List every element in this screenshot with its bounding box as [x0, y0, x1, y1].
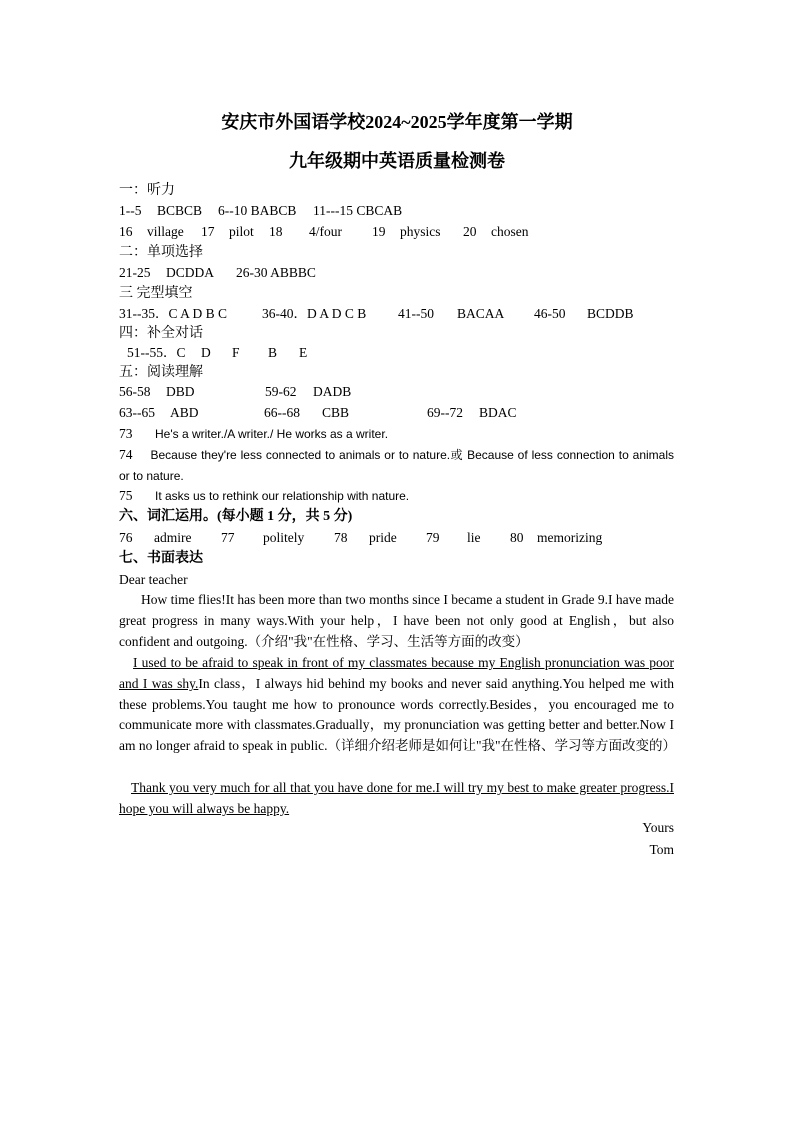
- answer-value: DCDDA: [166, 265, 215, 280]
- letter-salutation: Dear teacher: [119, 572, 188, 587]
- letter-paragraph-3: [119, 778, 674, 820]
- letter-closing: Yours: [642, 820, 674, 835]
- section-listening-heading: 一：听力: [119, 183, 175, 198]
- answer-range: 59-62: [265, 384, 297, 399]
- cloze-row-1: [119, 304, 679, 324]
- answer-value: DBD: [166, 384, 195, 399]
- answer-value: physics: [400, 224, 441, 239]
- question-number: 73: [119, 426, 133, 441]
- question-number: 80: [510, 530, 524, 545]
- answer-value: 51--55．C: [127, 345, 186, 360]
- letter-paragraph-1: How time flies!It has been more than two months since I became a student in Grade 9.I have made great progress in many ways.With your help，I have been not only good at English，but also confident and outgoing.（介绍"我"在性格、学习、生活等方面的改变）: [119, 592, 674, 649]
- answer-value: F: [232, 345, 240, 360]
- listening-row-2: [119, 222, 679, 242]
- vocab-row-1: [119, 528, 679, 548]
- listening-row-1: [119, 201, 679, 221]
- answer-range: 46-50: [534, 306, 566, 321]
- underlined-sentence: Thank you very much for all that you have done for me.I will try my best to make greater progress.I hope you will always be happy.: [119, 780, 674, 816]
- reading-row-2: [119, 403, 679, 423]
- answer-range: 21-25: [119, 265, 151, 280]
- section-writing-heading: 七、书面表达: [119, 551, 203, 566]
- reading-row-1: [119, 382, 679, 402]
- answer-value: lie: [467, 530, 481, 545]
- answer-value: pilot: [229, 224, 254, 239]
- section-dialogue-heading: 四：补全对话: [119, 326, 203, 341]
- answer-value: memorizing: [537, 530, 603, 545]
- answer-text: Because they're less connected to animals or to nature.或 Because of less connection to animals or to nature.: [119, 448, 674, 483]
- document-subtitle: 九年级期中英语质量检测卷: [289, 151, 505, 171]
- answer-value: 31--35．C A D B C: [119, 306, 228, 321]
- section-vocab-heading: 六、词汇运用。(每小题 1 分，共 5 分): [119, 509, 353, 524]
- answer-value: BCBCB: [157, 203, 203, 218]
- document-title: 安庆市外国语学校2024~2025学年度第一学期: [221, 112, 573, 132]
- paragraph-text: In class，I always hid behind my books and never said anything.You helped me with these problems.You taught me how to pronounce words correctly.Besides，you encouraged me to communicate more with classmates.Gradually，my pronunciation was getting better and better.Now I am no longer afraid to speak in public.（详细介绍老师是如何让"我"在性格、学习等方面改变的）: [119, 675, 676, 754]
- answer-value: admire: [154, 530, 192, 545]
- answer-text: It asks us to rethink our relationship with nature.: [155, 489, 410, 503]
- answer-value: D: [201, 345, 211, 360]
- answer-value: 6--10 BABCB: [218, 203, 297, 218]
- underlined-sentence: I used to be afraid to speak in front of my classmates because my English pronunciation was poor and I was shy.: [119, 655, 674, 691]
- answer-value: 26-30 ABBBC: [236, 265, 316, 280]
- section-cloze-heading: 三 完型填空: [119, 286, 193, 301]
- question-number: 16: [119, 224, 133, 239]
- answer-value: BACAA: [457, 306, 505, 321]
- answer-value: BDAC: [479, 405, 517, 420]
- answer-value: 4/four: [309, 224, 342, 239]
- answer-range: 63--65: [119, 405, 155, 420]
- reading-q75: [119, 486, 679, 506]
- answer-range: 66--68: [264, 405, 300, 420]
- answer-value: 36-40．D A D C B: [262, 306, 367, 321]
- question-number: 78: [334, 530, 348, 545]
- answer-value: 11---15 CBCAB: [313, 203, 403, 218]
- answer-value: BCDDB: [587, 306, 634, 321]
- answer-value: B: [268, 345, 278, 360]
- answer-range: 41--50: [398, 306, 434, 321]
- question-number: 74: [119, 447, 133, 462]
- dialogue-row-1: [119, 343, 679, 363]
- answer-value: politely: [263, 530, 305, 545]
- answer-value: ABD: [170, 405, 199, 420]
- question-number: 18: [269, 224, 283, 239]
- question-number: 77: [221, 530, 235, 545]
- answer-value: village: [147, 224, 184, 239]
- answer-value: pride: [369, 530, 397, 545]
- answer-range: 1--5: [119, 203, 142, 218]
- question-number: 17: [201, 224, 215, 239]
- question-number: 76: [119, 530, 133, 545]
- reading-q73: [119, 424, 679, 444]
- answer-range: 56-58: [119, 384, 151, 399]
- answer-value: chosen: [491, 224, 529, 239]
- answer-range: 69--72: [427, 405, 463, 420]
- letter-signature: Tom: [649, 842, 674, 857]
- answer-value: DADB: [313, 384, 352, 399]
- reading-q74: [119, 445, 674, 487]
- question-number: 20: [463, 224, 477, 239]
- answer-text: He's a writer./A writer./ He works as a writer.: [155, 427, 389, 441]
- answer-value: CBB: [322, 405, 350, 420]
- question-number: 19: [372, 224, 386, 239]
- answer-value: E: [299, 345, 308, 360]
- letter-paragraph-2: [119, 653, 674, 757]
- question-number: 79: [426, 530, 440, 545]
- section-reading-heading: 五：阅读理解: [119, 365, 203, 380]
- section-single-choice-heading: 二：单项选择: [119, 245, 203, 260]
- question-number: 75: [119, 488, 133, 503]
- single-choice-row-1: [119, 263, 679, 283]
